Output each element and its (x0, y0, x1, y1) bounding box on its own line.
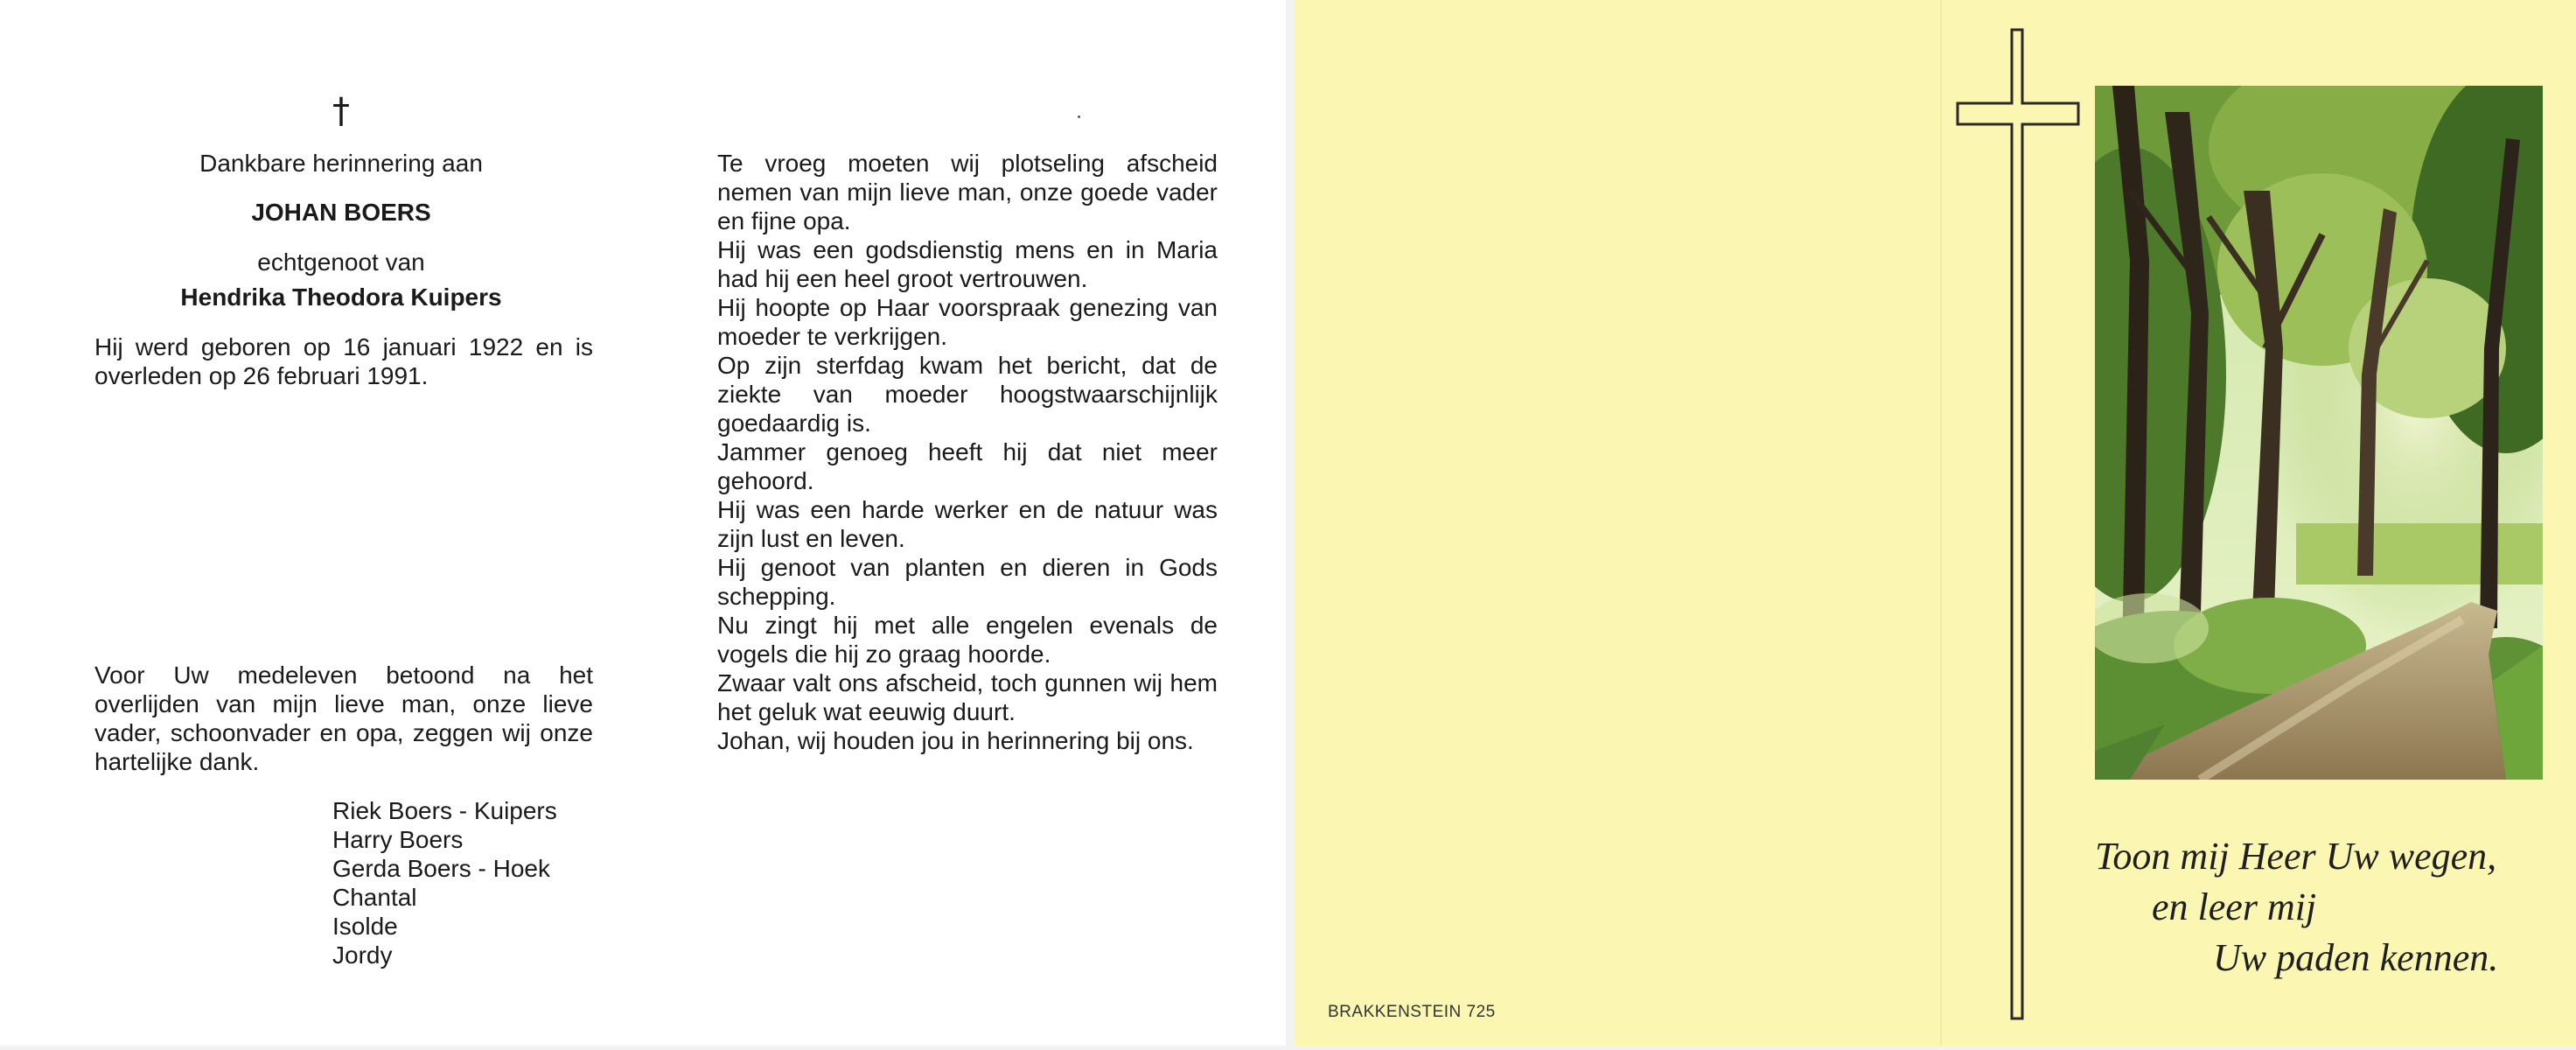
forest-path-illustration (2095, 86, 2543, 780)
remembrance-paragraph: Hij genoot van planten en dieren in Gods schepping. (717, 554, 1218, 610)
verse-line: Uw paden kennen. (2213, 936, 2499, 979)
remembrance-paragraph: Jammer genoeg heeft hij dat niet meer gehoord. (717, 438, 1218, 494)
fold-line (1940, 0, 1942, 1046)
signers-list (332, 796, 557, 970)
remembrance-paragraph: Te vroeg moeten wij plotseling afscheid nemen van mijn lieve man, onze goede vader en fijne opa. (717, 150, 1218, 234)
birth-death-dates: Hij werd geboren op 16 januari 1922 en is overleden op 26 februari 1991. (94, 333, 593, 389)
signer: Jordy (332, 942, 393, 969)
remembrance-paragraph: Zwaar valt ons afscheid, toch gunnen wij hem het geluk wat eeuwig duurt. (717, 669, 1218, 725)
intro-line: Dankbare herinnering aan (199, 150, 483, 177)
signer: Gerda Boers - Hoek (332, 855, 550, 882)
signer: Chantal (332, 884, 417, 911)
remembrance-paragraph: Hij hoopte op Haar voorspraak genezing van moeder te verkrijgen. (717, 294, 1218, 350)
cross-outline-icon (1951, 26, 2082, 1024)
forest-path-photo (2095, 86, 2543, 780)
signer: Isolde (332, 913, 398, 940)
thanks-paragraph: Voor Uw medeleven betoond na het overlijden van mijn lieve man, onze lieve vader, schoonvader en opa, zeggen wij onze hartelijke dank. (94, 662, 593, 775)
print-speck (1078, 116, 1080, 118)
verse-line: Toon mij Heer Uw wegen, (2095, 835, 2497, 878)
signer: Riek Boers - Kuipers (332, 797, 557, 824)
remembrance-text (717, 149, 1218, 755)
remembrance-paragraph: Op zijn sterfdag kwam het bericht, dat de ziekte van moeder hoogstwaarschijnlijk goedaardig is. (717, 352, 1218, 437)
verse-line: en leer mij (2152, 886, 2317, 928)
small-cross-icon: † (332, 91, 350, 131)
spouse-label: echtgenoot van (257, 248, 425, 276)
signer: Harry Boers (332, 826, 464, 853)
publisher-code: BRAKKENSTEIN 725 (1328, 1003, 1496, 1021)
deceased-name: JOHAN BOERS (251, 199, 431, 226)
spouse-name: Hendrika Theodora Kuipers (180, 284, 502, 311)
remembrance-paragraph: Johan, wij houden jou in herinnering bij ons. (717, 727, 1194, 754)
remembrance-paragraph: Nu zingt hij met alle engelen evenals de vogels die hij zo graag hoorde. (717, 612, 1218, 668)
remembrance-paragraph: Hij was een harde werker en de natuur was zijn lust en leven. (717, 496, 1218, 552)
remembrance-paragraph: Hij was een godsdienstig mens en in Maria had hij een heel groot vertrouwen. (717, 236, 1218, 292)
